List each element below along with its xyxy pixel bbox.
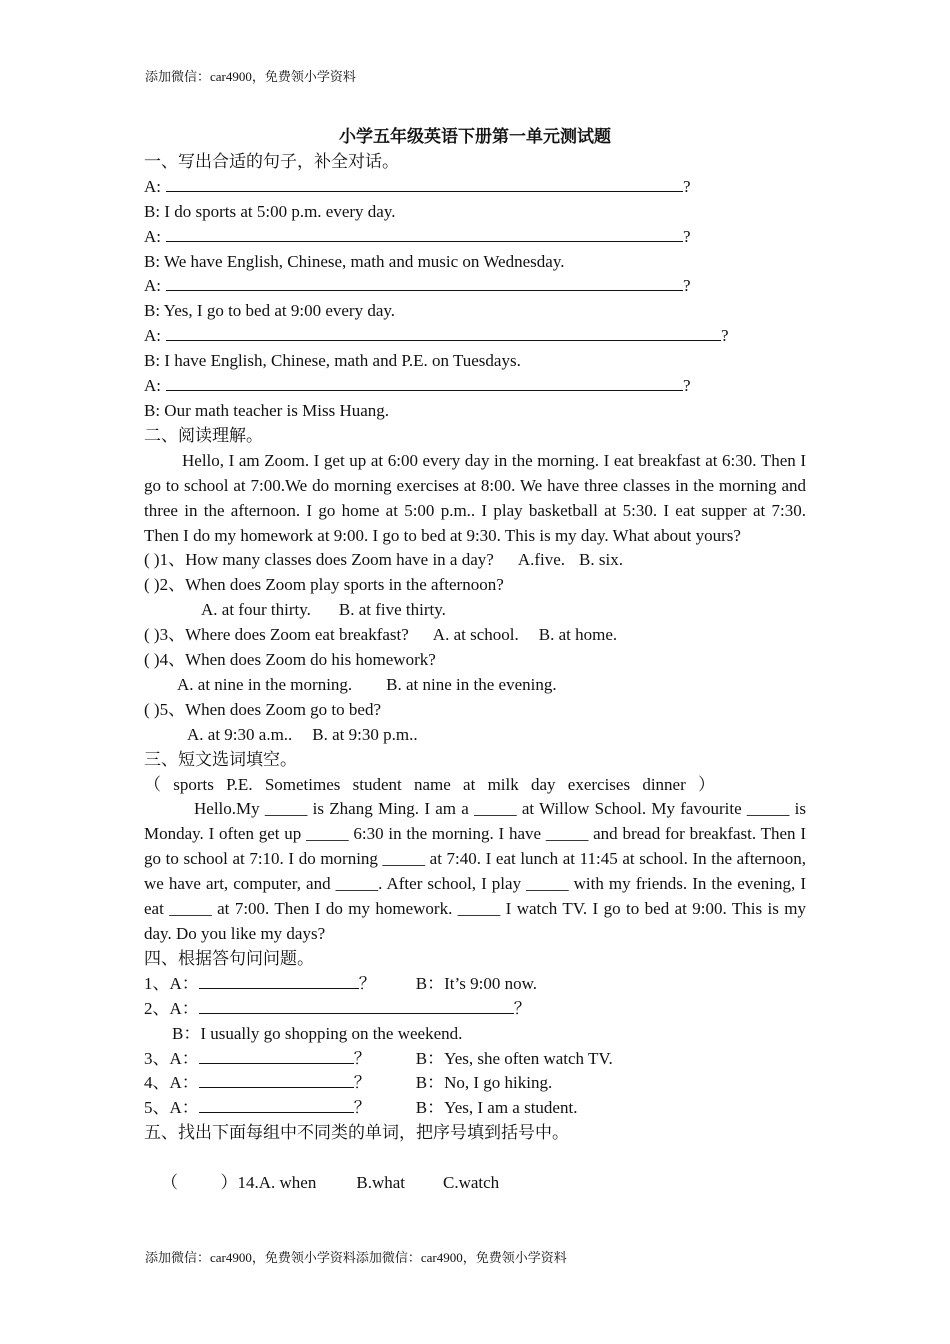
- item-label: 5、A：: [144, 1098, 199, 1118]
- section1-heading: 一、写出合适的句子，补全对话。: [144, 151, 399, 171]
- dialog-b-line: B: We have English, Chinese, math and music on Wednesday.: [144, 251, 565, 271]
- a-end: ?: [721, 326, 729, 346]
- question-4: ( )4、When does Zoom do his homework?: [144, 650, 436, 670]
- a-end: ?: [683, 376, 691, 396]
- answer-blank[interactable]: [166, 374, 683, 391]
- page-title: 小学五年级英语下册第一单元测试题: [339, 127, 611, 146]
- qa-item: [144, 997, 806, 1022]
- question-14: [144, 1146, 806, 1221]
- header-note: 添加微信：car4900，免费领小学资料: [145, 69, 356, 84]
- cloze-passage: Hello.My _____ is Zhang Ming. I am a _____ at Willow School. My favourite _____ is Monday. I often get up _____ 6:30 in the morning. I have _____ and bread for breakfast. Then I go to school at 7:10. I do morning _____ at 7:40. I eat lunch at 11:45 at school. In the afternoon, we have art, computer, and _____. After school, I play _____ with my friends. In the evening, I eat _____ at 7:00. Then I do my homework. _____ I watch TV. I go to bed at 9:00. This is my day. Do you like my days?: [144, 799, 806, 943]
- answer-blank[interactable]: [166, 324, 721, 341]
- dialog-a-line: [144, 374, 806, 399]
- qa-item: [144, 1047, 806, 1072]
- word-bank: （ sports P.E. Sometimes student name at milk day exercises dinner ）: [144, 774, 716, 794]
- item-end: ？: [358, 973, 376, 993]
- dialog-a-line: [144, 225, 806, 250]
- section2-heading: 二、阅读理解。: [144, 425, 263, 445]
- question-5: ( )5、When does Zoom go to bed?: [144, 699, 381, 719]
- a-end: ?: [683, 176, 691, 196]
- qa-item: [144, 972, 806, 997]
- answer-blank[interactable]: [199, 1047, 354, 1064]
- option-b: B. at home.: [538, 625, 618, 645]
- question-text: ( )1、How many classes does Zoom have in a day?: [144, 550, 494, 570]
- item-end: ？: [353, 1098, 371, 1118]
- section5-heading: 五、找出下面每组中不同类的单词，把序号填到括号中。: [144, 1123, 569, 1143]
- option-b: B. at five thirty.: [338, 600, 446, 620]
- document-body: [144, 125, 806, 1221]
- qa-item: [144, 1096, 806, 1121]
- item-end: ？: [353, 1048, 371, 1068]
- option-c: C.watch: [443, 1173, 500, 1193]
- item-answer: B：It’s 9:00 now.: [415, 973, 537, 993]
- a-label: A:: [144, 226, 161, 246]
- dialog-b-line: B: Our math teacher is Miss Huang.: [144, 400, 390, 420]
- dialog-a-line: [144, 175, 806, 200]
- section4-heading: 四、根据答句问问题。: [144, 948, 314, 968]
- item-answer: B：Yes, I am a student.: [415, 1098, 578, 1118]
- item-answer: B：No, I go hiking.: [415, 1073, 553, 1093]
- item-label: 1、A：: [144, 973, 199, 993]
- a-label: A:: [144, 276, 161, 296]
- option-a: A. at school.: [432, 625, 519, 645]
- option-b: B. six.: [579, 550, 623, 570]
- question-2: ( )2、When does Zoom play sports in the afternoon?: [144, 575, 504, 595]
- question-1: [144, 548, 806, 573]
- footer-note: 添加微信：car4900，免费领小学资料添加微信：car4900，免费领小学资料: [145, 1250, 567, 1265]
- answer-blank[interactable]: [166, 225, 683, 242]
- item-label: 2、A：: [144, 998, 199, 1018]
- dialog-b-line: B: Yes, I go to bed at 9:00 every day.: [144, 301, 396, 321]
- item-end: ？: [513, 998, 531, 1018]
- question-text: ( )3、Where does Zoom eat breakfast?: [144, 625, 409, 645]
- answer-blank[interactable]: [199, 972, 359, 989]
- answer-blank[interactable]: [199, 1096, 354, 1113]
- item-label: 4、A：: [144, 1073, 199, 1093]
- dialog-a-line: [144, 324, 806, 349]
- item-answer: B：Yes, she often watch TV.: [415, 1048, 613, 1068]
- answer-blank[interactable]: [166, 175, 683, 192]
- dialog-a-line: [144, 274, 806, 299]
- a-label: A:: [144, 376, 161, 396]
- option-a: A.five.: [517, 550, 566, 570]
- option-a: A. at nine in the morning.: [177, 674, 353, 694]
- a-end: ?: [683, 226, 691, 246]
- option-a: A. at 9:30 a.m..: [187, 724, 293, 744]
- a-label: A:: [144, 176, 161, 196]
- question-2-options: [144, 598, 806, 623]
- dialog-b-line: B: I do sports at 5:00 p.m. every day.: [144, 201, 396, 221]
- reading-passage: Hello, I am Zoom. I get up at 6:00 every day in the morning. I eat breakfast at 6:30. Then I go to school at 7:00.We do morning exercises at 8:00. We have three classes in the morning and three in the afternoon. I go home at 5:00 p.m.. I play basketball at 5:30. I eat supper at 7:30. Then I do my homework at 9:00. I go to bed at 9:30. This is my day. What about yours?: [144, 450, 806, 545]
- answer-blank[interactable]: [199, 997, 514, 1014]
- option-b: B. at 9:30 p.m..: [312, 724, 418, 744]
- option-a: A. at four thirty.: [201, 600, 311, 620]
- dialog-b-line: B: I have English, Chinese, math and P.E. on Tuesdays.: [144, 351, 521, 371]
- a-end: ?: [683, 276, 691, 296]
- answer-blank[interactable]: [199, 1071, 354, 1088]
- option-b: B. at nine in the evening.: [386, 674, 557, 694]
- option-b: B.what: [356, 1173, 405, 1193]
- question-4-options: [144, 673, 806, 698]
- qa-answer-line: B：I usually go shopping on the weekend.: [172, 1023, 463, 1043]
- question-3: [144, 623, 806, 648]
- a-label: A:: [144, 326, 161, 346]
- item-end: ？: [353, 1073, 371, 1093]
- question-5-options: [144, 723, 806, 748]
- question-prefix: （ ）14.A. when: [161, 1173, 317, 1193]
- item-label: 3、A：: [144, 1048, 199, 1068]
- answer-blank[interactable]: [166, 274, 683, 291]
- section3-heading: 三、短文选词填空。: [144, 749, 297, 769]
- qa-item: [144, 1071, 806, 1096]
